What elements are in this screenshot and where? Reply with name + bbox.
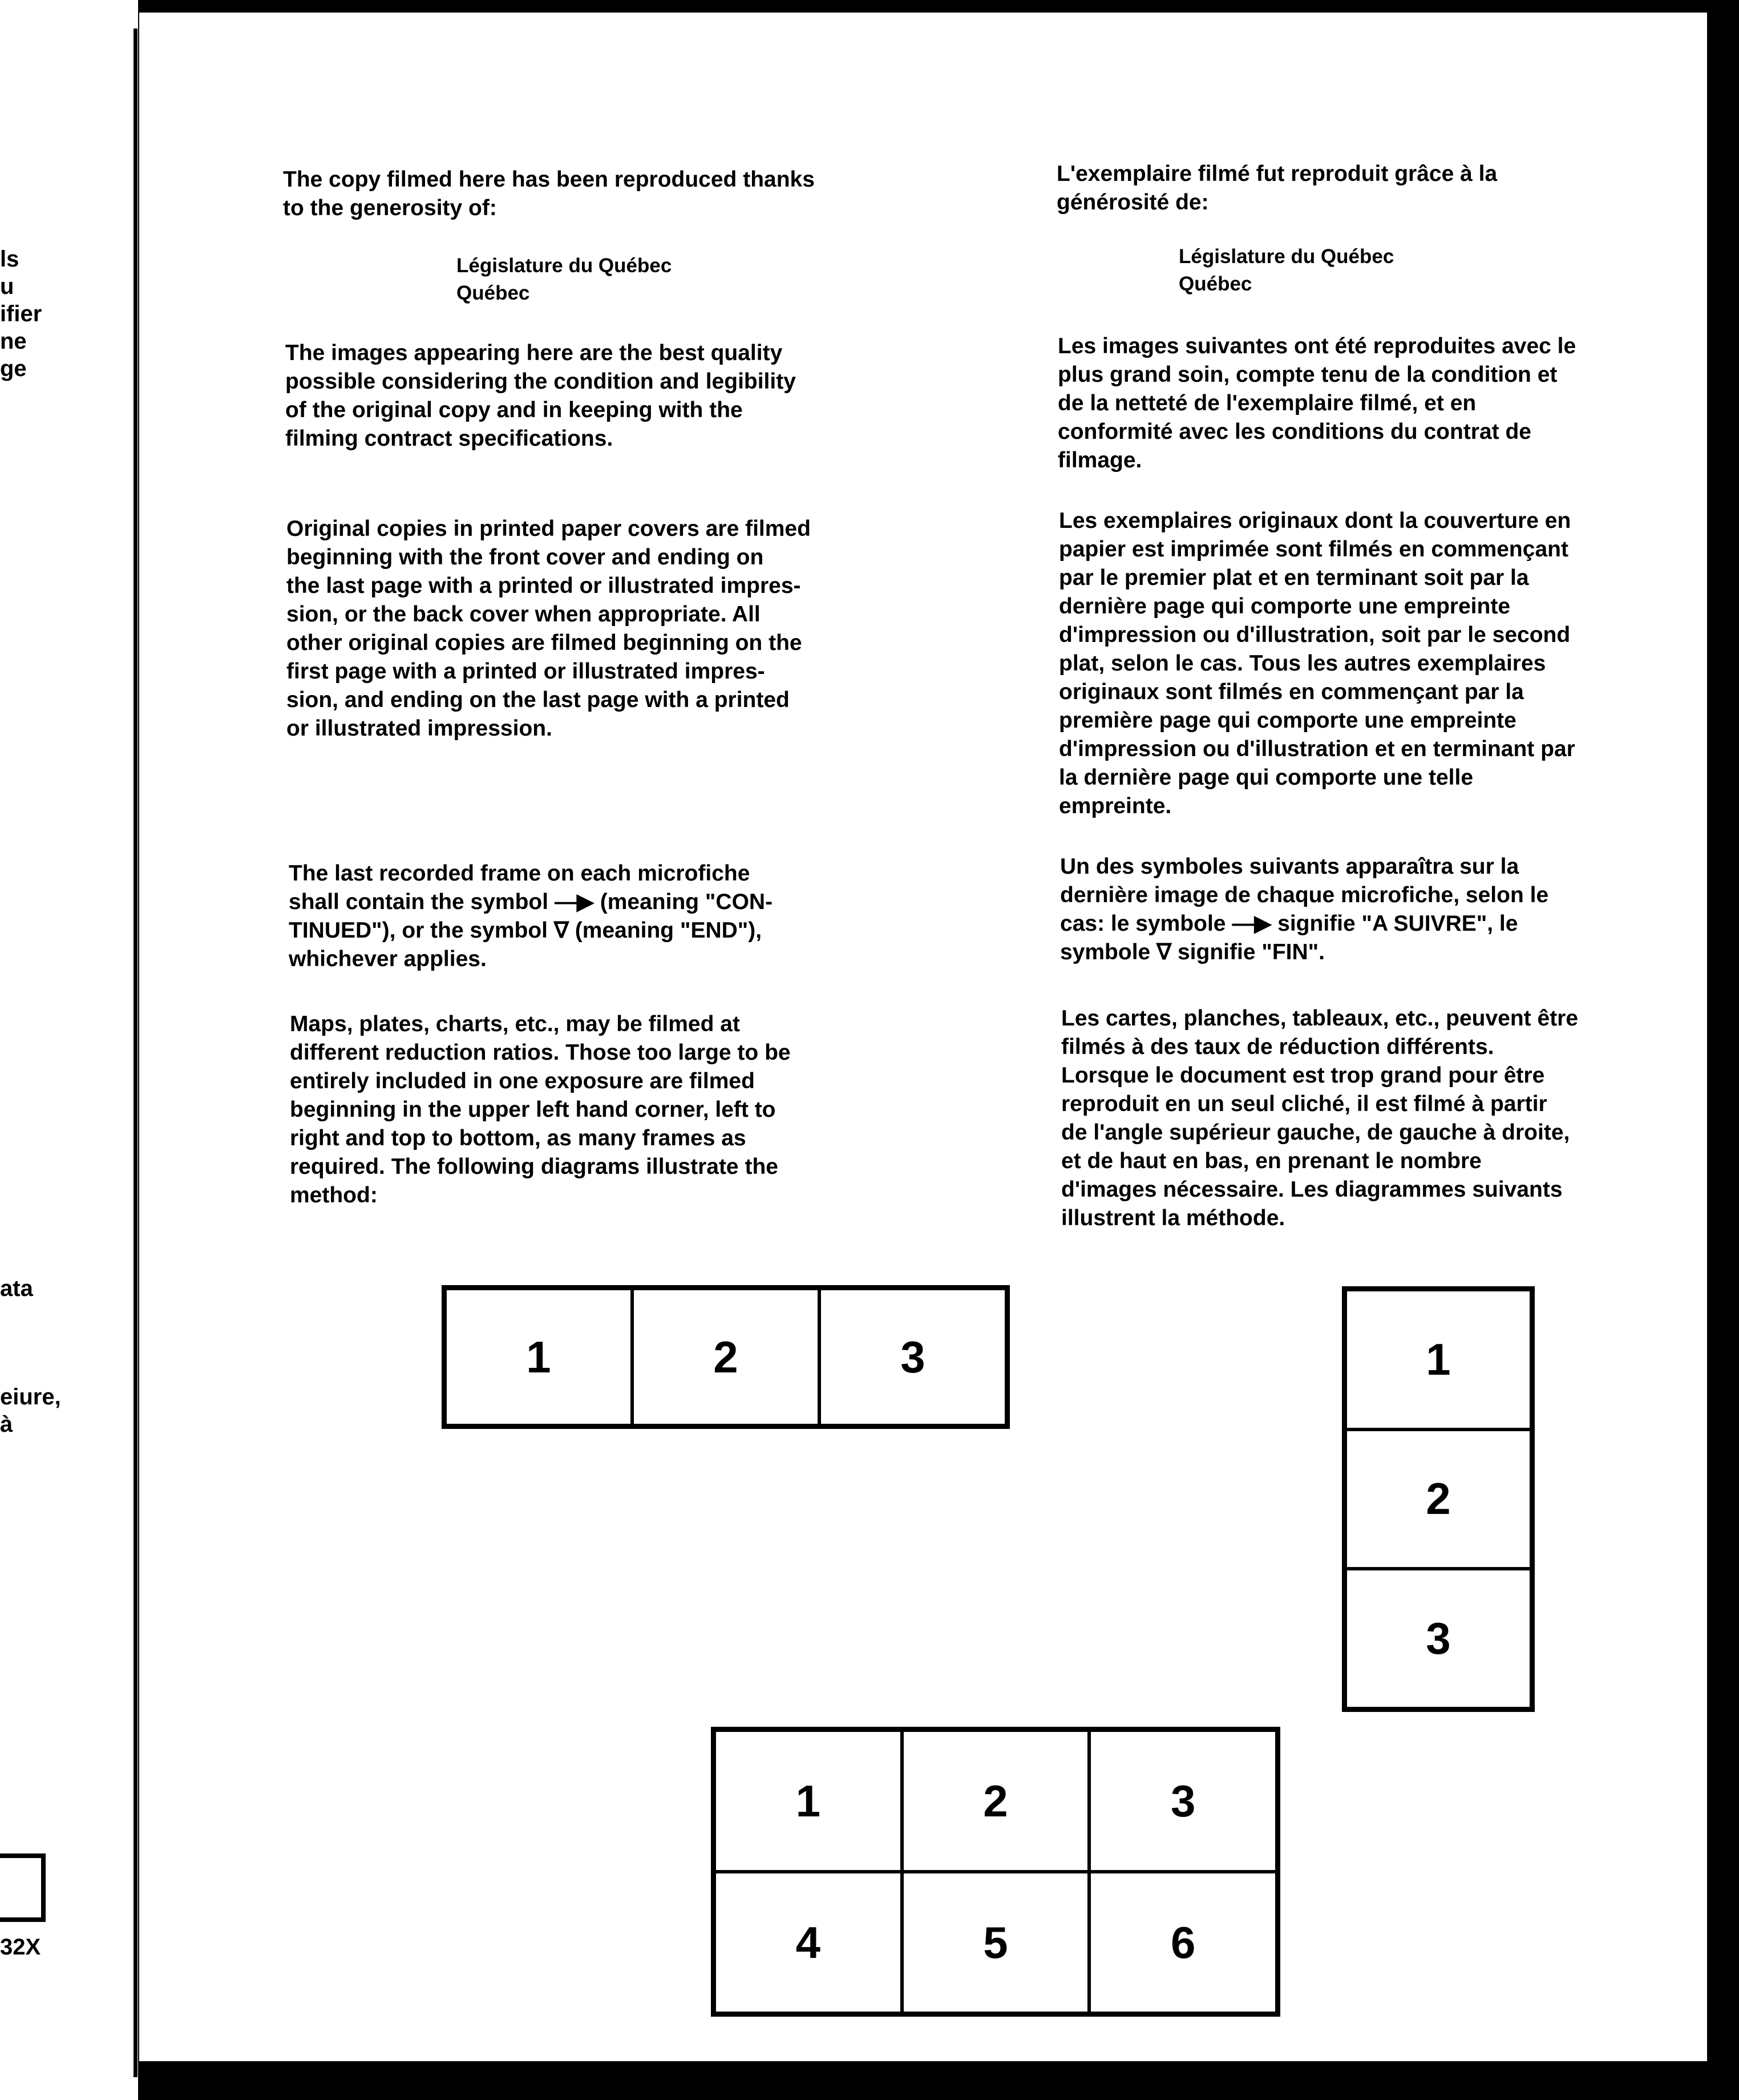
diagram-cell: 5 (902, 1872, 1090, 2013)
english-symbols: The last recorded frame on each microfiche shall contain the symbol —▶ (meaning "CON- TINUED"), or the symbol ∇ (meaning "END"), whichever applies. (289, 861, 773, 971)
english-quality: The images appearing here are the best quality possible considering the condition and legibility of the original copy and in keeping with the filming contract specifications. (285, 341, 796, 451)
french-covers: Les exemplaires originaux dont la couverture en papier est imprimée sont filmés en commençant par le premier plat et en terminant soit par la dernière page qui comporte une empreinte d'impression ou d'illustration, soit par le second plat, selon le cas. Tous les autres exemplaires originaux sont filmés en commençant par la première page qui comporte une empreinte d'impression ou d'illustration et en terminant par la dernière page qui comporte une telle empreinte. (1059, 508, 1575, 818)
diagram-cell: 6 (1089, 1872, 1277, 2013)
fragment-text: ne (0, 329, 27, 354)
diagram-cell: 2 (1345, 1429, 1531, 1569)
diagram-vertical (1342, 1286, 1535, 1712)
diagram-cell: 3 (1089, 1730, 1277, 1872)
english-maps: Maps, plates, charts, etc., may be filmed at different reduction ratios. Those too large to be entirely included in one exposure are filmed beginning in the upper left hand corner, left to right and top to bottom, as many frames as required. The following diagrams illustrate the method: (290, 1012, 791, 1208)
fragment-text: u (0, 274, 14, 299)
diagram-horizontal (442, 1285, 1010, 1429)
page-gutter (134, 29, 137, 2077)
scan-border (1707, 0, 1739, 2100)
diagram-grid (711, 1727, 1280, 2017)
diagram-cell: 2 (902, 1730, 1090, 1872)
fragment-text: eiure, (0, 1384, 61, 1410)
fragment-text: 32X (0, 1935, 41, 1960)
french-quality: Les images suivantes ont été reproduites avec le plus grand soin, compte tenu de la condition et de la netteté de l'exemplaire filmé, et en conformité avec les conditions du contrat de filmage. (1058, 334, 1576, 472)
diagram-cell: 2 (632, 1289, 819, 1425)
diagram-cell: 1 (1345, 1290, 1531, 1429)
diagram-cell: 4 (714, 1872, 902, 2013)
diagram-cell: 3 (1345, 1569, 1531, 1709)
fragment-text: ge (0, 356, 27, 381)
english-covers: Original copies in printed paper covers are filmed beginning with the front cover and ending on the last page with a printed or illustrated impres- sion, or the back cover when appropriate. All other original copies are filmed beginning on the first page with a printed or illustrated impres- sion, and ending on the last page with a printed or illustrated impression. (286, 516, 811, 741)
french-attribution: Législature du Québec Québec (1179, 245, 1394, 295)
fragment-box (0, 1853, 46, 1922)
fragment-text: ls (0, 247, 19, 272)
diagram-cell: 1 (445, 1289, 632, 1425)
diagram-cell: 1 (714, 1730, 902, 1872)
fragment-text: ifier (0, 301, 42, 326)
french-maps: Les cartes, planches, tableaux, etc., peuvent être filmés à des taux de réduction différents. Lorsque le document est trop grand pour être reproduit en un seul cliché, il est filmé à partir de l'angle supérieur gauche, de gauche à droite, et de haut en bas, en prenant le nombre d'images nécessaire. Les diagrammes suivants illustrent la méthode. (1061, 1006, 1579, 1230)
french-intro: L'exemplaire filmé fut reproduit grâce à la générosité de: (1057, 161, 1498, 215)
english-attribution: Législature du Québec Québec (456, 255, 672, 304)
diagram-cell: 3 (819, 1289, 1006, 1425)
french-symbols: Un des symboles suivants apparaîtra sur la dernière image de chaque microfiche, selon le cas: le symbole —▶ signifie "A SUIVRE", le symbole ∇ signifie "FIN". (1060, 854, 1549, 964)
target-page (139, 13, 1707, 2061)
left-page-fragment (0, 0, 138, 2100)
fragment-text: ata (0, 1276, 33, 1301)
fragment-text: à (0, 1412, 13, 1437)
english-intro: The copy filmed here has been reproduced thanks to the generosity of: (283, 167, 815, 220)
